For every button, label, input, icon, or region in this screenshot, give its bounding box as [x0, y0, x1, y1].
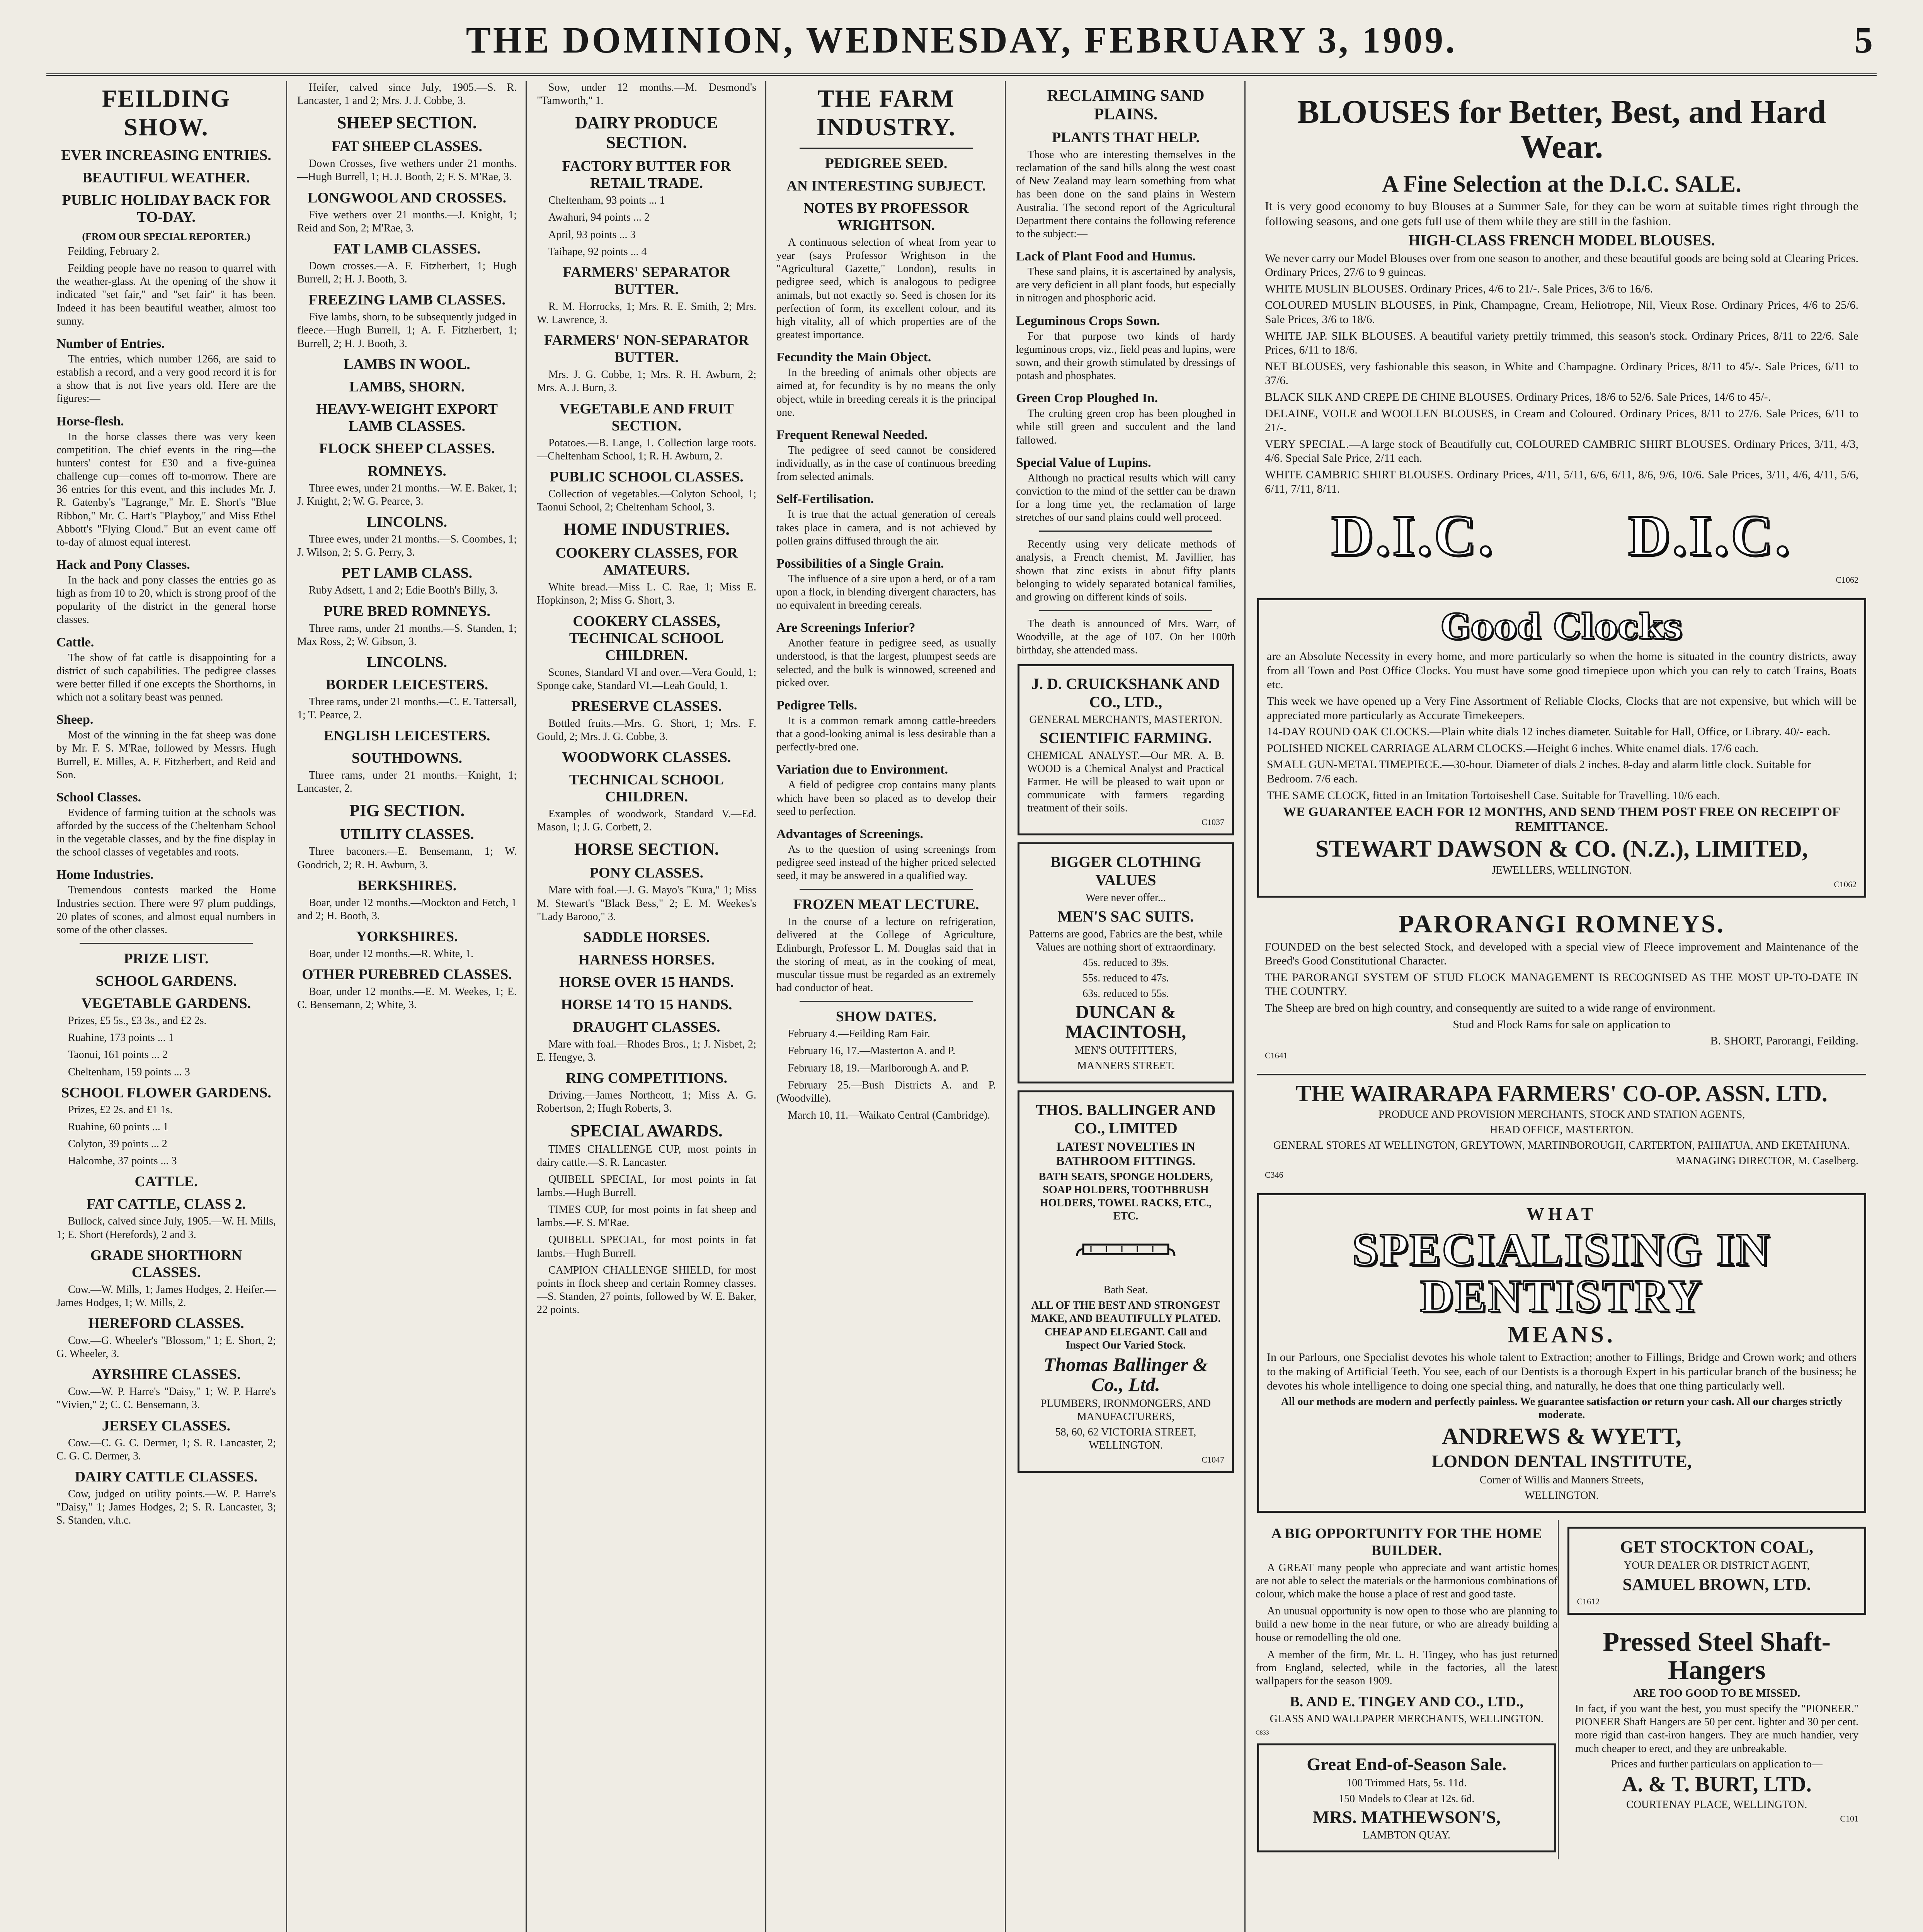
paragraph: As to the question of using screenings from pedigree seed instead of the higher priced selected seed, it may be answered in a qualified way.	[776, 843, 996, 882]
illustration-caption: Bath Seat.	[1103, 1284, 1148, 1296]
paragraph: Another feature in pedigree seed, as usually understood, is that the largest, plumpest seeds are selected, and the bulk is winnowed, screened and picked over.	[776, 637, 996, 689]
result-line: Boar, under 12 months.—Mockton and Fetch, 1 and 2; H. Booth, 3.	[297, 896, 517, 922]
result-line: Boar, under 12 months.—E. M. Weekes, 1; E. C. Bensemann, 2; White, 3.	[297, 986, 517, 1011]
section-heading: HOME INDUSTRIES.	[563, 520, 730, 539]
paragraph: The pedigree of seed cannot be considered individually, as in the case of continuous breeding from selected animals.	[776, 444, 996, 483]
class-heading: PRESERVE CLASSES.	[571, 698, 722, 714]
class-heading: FARMERS' NON-SEPARATOR BUTTER.	[544, 332, 749, 366]
divider	[1039, 610, 1212, 611]
ad-column-right	[1558, 1520, 1868, 1859]
advertisement-area	[1244, 81, 1878, 1932]
byline: NOTES BY PROFESSOR WRIGHTSON.	[803, 200, 969, 233]
section-heading: HORSE SECTION.	[574, 840, 719, 859]
blouse-item: We never carry our Model Blouses over from one season to another, and these beautiful goods are being sold at Clearing Prices. Ordinary Prices, 27/6 to 9 guineas.	[1265, 252, 1858, 279]
subheading: PEDIGREE SEED.	[825, 155, 948, 172]
byline: (FROM OUR SPECIAL REPORTER.)	[82, 231, 250, 242]
ad-address: WELLINGTON.	[1525, 1489, 1599, 1502]
paragraph: Recently using very delicate methods of analysis, a French chemist, M. Javillier, has shown that zinc exists in about fifty plants belonging to widely separated botanical families, and growing on different kinds of soils.	[1016, 538, 1235, 603]
result-line: Collection of vegetables.—Colyton School, 1; Taonui School, 2; Cheltenham School, 3.	[537, 488, 756, 514]
section-heading: Horse-flesh.	[56, 414, 124, 429]
class-heading: LAMBS, SHORN.	[349, 378, 465, 395]
class-heading: RING COMPETITIONS.	[565, 1070, 728, 1087]
class-heading: OTHER PUREBRED CLASSES.	[302, 966, 512, 983]
class-heading: FARMERS' SEPARATOR BUTTER.	[563, 264, 730, 298]
price-line: 45s. reduced to 39s.	[1082, 956, 1169, 969]
column-dairy-home-horse	[526, 81, 766, 1932]
ad-signature: MANAGING DIRECTOR, M. Caselberg.	[1675, 1155, 1858, 1167]
ad-subline: GENERAL MERCHANTS, MASTERTON.	[1029, 713, 1222, 726]
result-line: Bullock, calved since July, 1905.—W. H. Mills, 1; E. Short (Herefords), 2 and 3.	[56, 1215, 276, 1241]
ad-subline: GENERAL STORES AT WELLINGTON, GREYTOWN, MARTINBOROUGH, CARTERTON, PAHIATUA, AND EKETAHUNA.	[1273, 1139, 1850, 1152]
ad-text: The Sheep are bred on high country, and consequently are suited to a wide range of environment.	[1265, 1002, 1716, 1015]
ad-name: SAMUEL BROWN, LTD.	[1622, 1575, 1811, 1594]
paragraph: A continuous selection of wheat from year to year (says Professor Wrightson in the "Agricultural Gazette," London), results in pedigree seed, which is analogous to pedigree animals, but not exactly so. Seed is chosen for its perfection of form, its excellent colour, and its high vitality, all of which properties are of the greatest importance.	[776, 236, 996, 341]
ad-title: GET STOCKTON COAL,	[1620, 1537, 1814, 1556]
column-sand-plains	[1005, 81, 1246, 1932]
ad-cruickshank	[1018, 664, 1234, 836]
ad-subline: PLUMBERS, IRONMONGERS, AND MANUFACTURERS,	[1040, 1397, 1211, 1423]
class-heading: LONGWOOL AND CROSSES.	[307, 189, 507, 206]
section-heading: Variation due to Environment.	[776, 762, 948, 777]
award-line: TIMES CHALLENGE CUP, most points in dairy cattle.—S. R. Lancaster.	[537, 1143, 756, 1168]
ad-subline: Were never offer...	[1086, 892, 1166, 904]
ad-kicker: MEANS.	[1508, 1322, 1616, 1348]
result-line: Down crosses.—A. F. Fitzherbert, 1; Hugh Burrell, 2; H. J. Booth, 3.	[297, 260, 517, 286]
ad-ref: C1062	[1834, 879, 1857, 889]
result-line: Three rams, under 21 months.—C. E. Tattersall, 1; T. Pearce, 2.	[297, 696, 517, 721]
ad-subline: YOUR DEALER OR DISTRICT AGENT,	[1624, 1559, 1810, 1571]
ad-address: 58, 60, 62 VICTORIA STREET, WELLINGTON.	[1055, 1426, 1196, 1452]
section-heading: Sheep.	[56, 713, 94, 727]
result-line: Cow.—G. Wheeler's "Blossom," 1; E. Short, 2; G. Wheeler, 3.	[56, 1334, 276, 1360]
class-heading: LINCOLNS.	[367, 514, 447, 531]
class-heading: DRAUGHT CLASSES.	[573, 1019, 720, 1035]
result-line: Cow.—W. P. Harre's "Daisy," 1; W. P. Harre's "Vivien," 2; C. C. Bensemann, 3.	[56, 1386, 276, 1411]
class-heading: PONY CLASSES.	[589, 865, 704, 881]
masthead-title: THE DOMINION, WEDNESDAY, FEBRUARY 3, 1909.	[466, 19, 1457, 61]
date-line: February 25.—Bush Districts A. and P. (Woodville).	[776, 1079, 996, 1104]
date-line: March 10, 11.—Waikato Central (Cambridge).	[788, 1109, 990, 1122]
ad-name: STEWART DAWSON & CO. (N.Z.), LIMITED,	[1315, 836, 1808, 862]
section-heading: Lack of Plant Food and Humus.	[1016, 249, 1196, 264]
result-line: R. M. Horrocks, 1; Mrs. R. E. Smith, 2; Mrs. W. Lawrence, 3.	[537, 300, 756, 326]
ad-address: LAMBTON QUAY.	[1363, 1829, 1451, 1841]
ad-signature: B. SHORT, Parorangi, Feilding.	[1710, 1034, 1858, 1048]
ad-subline: PRODUCE AND PROVISION MERCHANTS, STOCK AND STATION AGENTS,	[1378, 1108, 1745, 1121]
clock-item: SMALL GUN-METAL TIMEPIECE.—30-hour. Diameter of dials 2 inches. 8-day and alarm little clock. Suitable for Bedroom. 7/6 each.	[1267, 758, 1811, 785]
paragraph: The entries, which number 1266, are said to establish a record, and a very good record it is for a show that is not five years old. Here are the figures:—	[56, 353, 276, 405]
result-line: Taonui, 161 points ... 2	[68, 1049, 168, 1061]
class-heading: DAIRY CATTLE CLASSES.	[75, 1468, 258, 1485]
blouse-item: NET BLOUSES, very fashionable this season, in White and Champagne. Ordinary Prices, 8/11 to 45/-. Sale Prices, 6/11 to 37/6.	[1265, 360, 1858, 387]
ad-text: THE PARORANGI SYSTEM OF STUD FLOCK MANAGEMENT IS RECOGNISED AS THE MOST UP-TO-DATE IN THE COUNTRY.	[1265, 971, 1858, 998]
date-line: February 4.—Feilding Ram Fair.	[788, 1028, 930, 1040]
paragraph: The influence of a sire upon a herd, or of a ram upon a flock, in blending divergent characters, has no equivalent in breeding cereals.	[776, 573, 996, 612]
result-line: Ruahine, 173 points ... 1	[68, 1032, 174, 1044]
ad-stockton-coal	[1567, 1527, 1867, 1615]
ad-ref: C346	[1265, 1170, 1283, 1180]
paragraph: Tremendous contests marked the Home Industries section. There were 97 plum puddings, 20 plates of scones, and almost equal numbers in some of the other classes.	[56, 884, 276, 936]
page-number: 5	[1854, 19, 1873, 61]
feilding-show-heading: FEILDING SHOW.	[102, 85, 231, 141]
blouse-item: BLACK SILK AND CREPE DE CHINE BLOUSES. Ordinary Prices, 18/6 to 52/6. Sale Prices, 14/6 to 45/-.	[1265, 391, 1771, 403]
class-heading: JERSEY CLASSES.	[102, 1417, 231, 1434]
result-line: Cow.—C. G. C. Dermer, 1; S. R. Lancaster, 2; C. G. C. Dermer, 3.	[56, 1437, 276, 1462]
ad-text: FOUNDED on the best selected Stock, and developed with a special view of Fleece improvement and Maintenance of the Breed's Good Constitutional Character.	[1265, 940, 1858, 968]
ad-name: J. D. CRUICKSHANK AND CO., LTD.,	[1031, 675, 1220, 711]
class-heading: HEREFORD CLASSES.	[88, 1315, 244, 1332]
class-heading: FLOCK SHEEP CLASSES.	[319, 440, 495, 457]
paragraph: The death is announced of Mrs. Warr, of Woodville, at the age of 107. On her 100th birthday, she attended mass.	[1016, 618, 1235, 656]
ad-text: are an Absolute Necessity in every home, and more particularly so when the home is situated in the country districts, away from all Town and Post Office Clocks. You must have some good timepiece upon which you can rely to catch Trains, Boats etc.	[1267, 650, 1857, 691]
subheading: EVER INCREASING ENTRIES.	[61, 147, 271, 163]
section-heading: SCHOOL GARDENS.	[95, 973, 237, 990]
ad-duncan-macintosh	[1018, 842, 1234, 1083]
ad-title: BIGGER CLOTHING VALUES	[1050, 853, 1201, 889]
blouse-item: WHITE CAMBRIC SHIRT BLOUSES. Ordinary Prices, 4/11, 5/11, 6/6, 6/11, 8/6, 9/6, 10/6. Sale Prices, 3/11, 4/6, 4/11, 5/6, 6/11, 7/11, 8/11.	[1265, 468, 1858, 495]
paragraph: For that purpose two kinds of hardy leguminous crops, viz., field peas and lupins, were sown, and their growth stimulated by dressings of potash and phosphates.	[1016, 330, 1235, 382]
blouse-item: VERY SPECIAL.—A large stock of Beautifully cut, COLOURED CAMBRIC SHIRT BLOUSES. Ordinary Prices, 3/11, 4/3, 4/6. Special Sale Price, 2/11 each.	[1265, 437, 1858, 465]
ad-guarantee: WE GUARANTEE EACH FOR 12 MONTHS, AND SEND THEM POST FREE ON RECEIPT OF REMITTANCE.	[1283, 805, 1840, 834]
class-heading: GRADE SHORTHORN CLASSES.	[90, 1247, 242, 1281]
section-heading: Hack and Pony Classes.	[56, 557, 190, 572]
section-heading: Leguminous Crops Sown.	[1016, 313, 1160, 328]
class-heading: COOKERY CLASSES, TECHNICAL SCHOOL CHILDREN.	[569, 613, 724, 663]
ad-name: THOS. BALLINGER AND CO., LIMITED	[1036, 1101, 1216, 1137]
ad-items: BATH SEATS, SPONGE HOLDERS, SOAP HOLDERS, TOOTHBRUSH HOLDERS, TOWEL RACKS, ETC., ETC.	[1038, 1170, 1213, 1222]
sale-line: 100 Trimmed Hats, 5s. 11d.	[1346, 1777, 1467, 1789]
price-line: 55s. reduced to 47s.	[1082, 972, 1169, 985]
result-line: Five lambs, shorn, to be subsequently judged in fleece.—Hugh Burrell, 1; A. F. Fitzherbert, 1; Burrell, 2; H. J. Booth, 3.	[297, 311, 517, 350]
class-heading: PURE BRED ROMNEYS.	[323, 603, 490, 619]
column-farm-industry	[765, 81, 1006, 1932]
masthead	[46, 15, 1877, 76]
class-heading: FAT SHEEP CLASSES.	[332, 138, 482, 155]
result-line: Taihape, 92 points ... 4	[548, 245, 647, 258]
paragraph: Although no practical results which will carry conviction to the mind of the settler can be drawn for a long time yet, the reclamation of large stretches of our sand plains could well proceed.	[1016, 472, 1235, 524]
result-line: Three rams, under 21 months.—Knight, 1; Lancaster, 2.	[297, 769, 517, 795]
result-line: Halcombe, 37 points ... 3	[68, 1155, 177, 1167]
show-dates-heading: SHOW DATES.	[836, 1009, 937, 1025]
ad-subline: HEAD OFFICE, MASTERTON.	[1490, 1124, 1634, 1136]
ad-text: In fact, if you want the best, you must specify the "PIONEER." PIONEER Shaft Hangers are 50 per cent. lighter and 30 per cent. more rigid than cast-iron hangers. They are much handier, very much cheaper to erect, and they are unbreakable.	[1575, 1703, 1858, 1755]
ad-address: Corner of Willis and Manners Streets,	[1479, 1474, 1644, 1486]
section-heading: Number of Entries.	[56, 336, 165, 351]
class-heading: FAT LAMB CLASSES.	[333, 240, 481, 257]
result-line: Boar, under 12 months.—R. White, 1.	[309, 948, 474, 960]
class-heading: SOUTHDOWNS.	[351, 750, 463, 767]
ad-parorangi-romneys	[1257, 905, 1866, 1066]
date-line: February 16, 17.—Masterton A. and P.	[788, 1045, 956, 1057]
result-line: Prizes, £2 2s. and £1 1s.	[68, 1104, 173, 1116]
ad-title: Great End-of-Season Sale.	[1307, 1754, 1507, 1774]
ad-text: This week we have opened up a Very Fine Assortment of Reliable Clocks, Clocks that are not expensive, but which will be appreciated more particularly as Accurate Timekeepers.	[1267, 694, 1857, 722]
section-heading: Are Screenings Inferior?	[776, 621, 916, 635]
result-line: Scones, Standard VI and over.—Vera Gould, 1; Sponge cake, Standard VI.—Leah Gould, 1.	[537, 666, 756, 692]
award-line: CAMPION CHALLENGE SHIELD, for most points in flock sheep and certain Romney classes.—S. Standen, 27 points, followed by W. E. Baker, 22 points.	[537, 1264, 756, 1316]
ad-text: In our Parlours, one Specialist devotes his whole talent to Extraction; another to Fillings, Bridge and Crown work; and others to the making of Artificial Teeth. You see, each of our Dentists is a thorough Expert in his particular branch of the business; he devotes his whole intelligence to doing one special thing, and naturally, he does that one thing particularly well.	[1267, 1351, 1857, 1392]
ad-address: COURTENAY PLACE, WELLINGTON.	[1626, 1798, 1807, 1811]
paragraph: A field of pedigree crop contains many plants which have been so placed as to develop their seed to perfection.	[776, 779, 996, 818]
section-heading: Possibilities of a Single Grain.	[776, 556, 944, 571]
class-heading: BORDER LEICESTERS.	[325, 676, 488, 693]
paragraph: These sand plains, it is ascertained by analysis, are very deficient in all plant foods, but especially in nitrogen and phosphoric acid.	[1016, 266, 1235, 304]
clock-item: POLISHED NICKEL CARRIAGE ALARM CLOCKS.—Height 6 inches. White enamel dials. 17/6 each.	[1267, 742, 1759, 755]
class-heading: SADDLE HORSES.	[583, 929, 710, 946]
result-line: Sow, under 12 months.—M. Desmond's "Tamworth," 1.	[537, 82, 756, 107]
subheading: AN INTERESTING SUBJECT.	[786, 178, 986, 194]
ad-name: A. & T. BURT, LTD.	[1622, 1772, 1812, 1796]
ad-heading: HIGH-CLASS FRENCH MODEL BLOUSES.	[1408, 231, 1715, 249]
class-heading: YORKSHIRES.	[356, 929, 458, 945]
ad-subtitle: A Fine Selection at the D.I.C. SALE.	[1382, 171, 1741, 197]
paragraph: The show of fat cattle is disappointing for a district of such capabilities. The pedigree classes were better filled if one excepts the Shorthorns, in which not a solitary beast was penned.	[56, 651, 276, 704]
class-heading: PUBLIC SCHOOL CLASSES.	[550, 468, 744, 485]
class-heading: COOKERY CLASSES, FOR AMATEURS.	[555, 545, 738, 578]
section-heading: SCHOOL FLOWER GARDENS.	[61, 1084, 271, 1101]
clock-item: THE SAME CLOCK, fitted in an Imitation Tortoiseshell Case. Suitable for Travelling. 10/6 each.	[1267, 789, 1720, 802]
section-heading: Home Industries.	[56, 867, 154, 882]
result-line: Colyton, 39 points ... 2	[68, 1138, 167, 1150]
result-line: Heifer, calved since July, 1905.—S. R. Lancaster, 1 and 2; Mrs. J. J. Cobbe, 3.	[297, 82, 517, 107]
class-heading: HARNESS HORSES.	[578, 951, 715, 968]
class-heading: LINCOLNS.	[367, 654, 447, 670]
ad-heading: MEN'S SAC SUITS.	[1057, 907, 1194, 925]
section-heading: Frequent Renewal Needed.	[776, 427, 928, 442]
result-line: Down Crosses, five wethers under 21 months.—Hugh Burrell, 1; H. J. Booth, 2; F. S. M'Rae, 3.	[297, 158, 517, 183]
dic-logo: D.I.C.	[1628, 503, 1792, 568]
result-line: Ruby Adsett, 1 and 2; Edie Booth's Billy, 3.	[309, 584, 498, 597]
paragraph: In the course of a lecture on refrigeration, delivered at the College of Agriculture, Edinburgh, Professor L. M. Douglas said that in the storing of meat, as in the cooking of meat, muscular tissue must be regarded as an extremely bad conductor of heat.	[776, 916, 996, 994]
result-line: Mare with foal.—Rhodes Bros., 1; J. Nisbet, 2; E. Hengye, 3.	[537, 1038, 756, 1064]
bath-seat-illustration	[1076, 1229, 1176, 1276]
ad-text: ALL OF THE BEST AND STRONGEST MAKE, AND BEAUTIFULLY PLATED. CHEAP AND ELEGANT. Call and Inspect Our Varied Stock.	[1031, 1299, 1221, 1351]
paragraph: Evidence of farming tuition at the schools was afforded by the success of the Cheltenham School in the vegetable classes, and by the fine display in the school classes of vegetables and roots.	[56, 806, 276, 859]
ad-name: MRS. MATHEWSON'S,	[1312, 1807, 1501, 1827]
class-heading: FACTORY BUTTER FOR RETAIL TRADE.	[562, 158, 731, 192]
class-heading: BERKSHIRES.	[357, 877, 457, 894]
paragraph: It is true that the actual generation of cereals takes place in camera, and is not achieved by pollen grains diffused through the air.	[776, 509, 996, 547]
section-heading: SPECIAL AWARDS.	[570, 1121, 723, 1140]
paragraph: In the horse classes there was very keen competition. The chief events in the ring—the hunters' contest for £30 and a five-guinea challenge cup—comes off to-morrow. There are 36 entries for this event, and this includes Mr. J. R. Gatenby's "Lagrange," Mr. E. Short's "Blue Ribbon," Mr. C. Hart's "Playboy," and Miss Ethel Abbott's "Flying Cloud." But an event came off to-day of almost equal interest.	[56, 430, 276, 548]
result-line: Cheltenham, 159 points ... 3	[68, 1066, 190, 1078]
ad-wairarapa-farmers	[1257, 1074, 1866, 1187]
ad-ref: C1062	[1836, 575, 1858, 585]
section-heading: Cattle.	[56, 635, 94, 650]
award-line: QUIBELL SPECIAL, for most points in fat lambs.—Hugh Burrell.	[537, 1173, 756, 1199]
class-heading: WOODWORK CLASSES.	[562, 749, 731, 766]
subheading: PLANTS THAT HELP.	[1052, 129, 1200, 146]
dic-logos	[1265, 502, 1858, 569]
paragraph: The crulting green crop has been ploughed in while still green and succulent and the land fallowed.	[1016, 408, 1235, 446]
ad-name: DUNCAN & MACINTOSH,	[1065, 1002, 1186, 1042]
section-heading: VEGETABLE GARDENS.	[81, 995, 251, 1012]
paragraph: Those who are interesting themselves in the reclamation of the sand hills along the west coast of New Zealand may learn something from what has been done on the sand plains in Western Australia. The second report of the Agricultural Department there contains the following reference to the subject:—	[1016, 149, 1235, 240]
date-line: February 18, 19.—Marlborough A. and P.	[788, 1062, 969, 1074]
ad-subline: ARE TOO GOOD TO BE MISSED.	[1633, 1687, 1800, 1699]
frozen-meat-heading: FROZEN MEAT LECTURE.	[793, 896, 979, 913]
paragraph: Feilding people have no reason to quarrel with the weather-glass. At the opening of the show it indicated "set fair," and "set fair" it has been. Indeed it has been beautiful weather, almost too sunny.	[56, 262, 276, 327]
section-heading: Fecundity the Main Object.	[776, 350, 931, 365]
ad-ref: C1641	[1265, 1050, 1288, 1060]
divider	[800, 1001, 973, 1002]
class-heading: TECHNICAL SCHOOL CHILDREN.	[569, 772, 724, 805]
ad-text: A member of the firm, Mr. L. H. Tingey, who has just returned from England, selected, while in the factories, all the latest wallpapers for the season 1909.	[1256, 1648, 1558, 1687]
result-line: Cow, judged on utility points.—W. P. Harre's "Daisy," 1; James Hodges, 2; S. R. Lancaster, 3; S. Standen, v.h.c.	[56, 1488, 276, 1527]
section-heading: CATTLE.	[134, 1173, 198, 1190]
ad-title: Good Clocks	[1441, 606, 1683, 648]
subheading: PUBLIC HOLIDAY BACK FOR TO-DAY.	[62, 192, 271, 225]
section-heading: Special Value of Lupins.	[1016, 455, 1151, 470]
ad-title: SPECIALISING IN DENTISTRY	[1352, 1224, 1771, 1322]
result-line: Driving.—James Northcott, 1; Miss A. G. Robertson, 2; Hugh Roberts, 3.	[537, 1089, 756, 1115]
class-heading: UTILITY CLASSES.	[340, 826, 474, 843]
ad-title: THE WAIRARAPA FARMERS' CO-OP. ASSN. LTD.	[1296, 1080, 1828, 1106]
blouse-item: DELAINE, VOILE and WOOLLEN BLOUSES, in Cream and Coloured. Ordinary Prices, 8/11 to 27/6. Sale Prices, 6/11 to 21/-.	[1265, 407, 1858, 434]
ad-ref: C101	[1840, 1813, 1858, 1823]
ad-ref: C1047	[1201, 1454, 1224, 1464]
section-heading: Pedigree Tells.	[776, 698, 858, 713]
paragraph: Most of the winning in the fat sheep was done by Mr. F. S. M'Rae, followed by Messrs. Hugh Burrell, E. Milles, A. F. Fitzherbert, and Reid and Son.	[56, 729, 276, 781]
ad-tingey	[1256, 1520, 1558, 1859]
ad-andrews-wyett-dentistry	[1257, 1193, 1866, 1512]
ad-kicker: WHAT	[1526, 1204, 1597, 1224]
dic-logo: D.I.C.	[1331, 503, 1495, 568]
result-line: Cow.—W. Mills, 1; James Hodges, 2. Heifer.—James Hodges, 1; W. Mills, 2.	[56, 1283, 276, 1309]
ad-text: CHEMICAL ANALYST.—Our MR. A. B. WOOD is a Chemical Analyst and Practical Farmer. He will be pleased to wait upon or communicate with farmers regarding treatment of their soils.	[1027, 749, 1224, 815]
prize-list-heading: PRIZE LIST.	[124, 951, 209, 967]
class-heading: ENGLISH LEICESTERS.	[323, 728, 490, 744]
section-heading: Self-Fertilisation.	[776, 492, 874, 507]
ad-text: A GREAT many people who appreciate and want artistic homes are not able to select the materials or the harmonious combinations of colour, which make the house a place of rest and good taste.	[1256, 1561, 1558, 1600]
farm-industry-heading: THE FARM INDUSTRY.	[816, 85, 956, 141]
column-feilding-show	[46, 81, 286, 1932]
result-line: Cheltenham, 93 points ... 1	[548, 194, 665, 207]
sale-line: 150 Models to Clear at 12s. 6d.	[1338, 1793, 1475, 1805]
result-line: Examples of woodwork, Standard V.—Ed. Mason, 1; J. G. Corbett, 2.	[537, 808, 756, 833]
ad-text: Patterns are good, Fabrics are the best, while Values are nothing short of extraordinary.	[1029, 928, 1223, 953]
paragraph: In the hack and pony classes the entries go as high as from 10 to 20, which is strong proof of the popularity of the district in the general horse classes.	[56, 574, 276, 626]
ad-title: A BIG OPPORTUNITY FOR THE HOME BUILDER.	[1271, 1525, 1542, 1559]
ad-name: ANDREWS & WYETT,	[1442, 1423, 1681, 1449]
result-line: Bottled fruits.—Mrs. G. Short, 1; Mrs. F. Gould, 2; Mrs. J. G. Cobbe, 3.	[537, 717, 756, 743]
divider	[800, 148, 973, 149]
ad-text: Stud and Flock Rams for sale on application to	[1453, 1018, 1671, 1031]
ad-ref: C1037	[1201, 817, 1224, 827]
result-line: Three rams, under 21 months.—S. Standen, 1; Max Ross, 2; W. Gibson, 3.	[297, 622, 517, 648]
sand-plains-heading: RECLAIMING SAND PLAINS.	[1047, 87, 1205, 123]
divider	[800, 889, 973, 890]
class-heading: ROMNEYS.	[368, 463, 446, 479]
ad-ref: C833	[1256, 1730, 1269, 1736]
ad-address: MANNERS STREET.	[1077, 1060, 1174, 1072]
class-heading: HORSE OVER 15 HANDS.	[559, 974, 734, 990]
ad-burt-shaft-hangers	[1567, 1622, 1867, 1830]
result-line: April, 93 points ... 3	[548, 228, 636, 241]
section-heading: DAIRY PRODUCE SECTION.	[575, 113, 718, 152]
ad-title: Pressed Steel Shaft-Hangers	[1603, 1627, 1831, 1685]
section-heading: School Classes.	[56, 790, 141, 804]
result-line: Awahuri, 94 points ... 2	[548, 211, 650, 224]
section-heading: Green Crop Ploughed In.	[1016, 391, 1158, 406]
class-heading: FREEZING LAMB CLASSES.	[308, 292, 505, 308]
subheading: BEAUTIFUL WEATHER.	[82, 170, 250, 186]
divider	[1039, 531, 1212, 532]
ad-subline: MEN'S OUTFITTERS,	[1074, 1044, 1177, 1057]
column-sheep-section	[286, 81, 527, 1932]
class-heading: LAMBS IN WOOL.	[344, 356, 470, 372]
dateline: Feilding, February 2.	[68, 245, 160, 257]
ad-mathewson	[1257, 1743, 1556, 1852]
clock-item: 14-DAY ROUND OAK CLOCKS.—Plain white dials 12 inches diameter. Suitable for Hall, Office, or Library. 40/- each.	[1267, 725, 1831, 738]
class-heading: HORSE 14 TO 15 HANDS.	[561, 996, 732, 1013]
class-heading: AYRSHIRE CLASSES.	[92, 1366, 241, 1383]
ad-signature: Thomas Ballinger & Co., Ltd.	[1043, 1353, 1208, 1396]
blouse-item: WHITE MUSLIN BLOUSES. Ordinary Prices, 4/6 to 21/-. Sale Prices, 3/6 to 16/6.	[1265, 282, 1653, 295]
award-line: QUIBELL SPECIAL, for most points in fat lambs.—Hugh Burrell.	[537, 1234, 756, 1259]
ad-subline: LONDON DENTAL INSTITUTE,	[1431, 1451, 1692, 1471]
blouse-item: WHITE JAP. SILK BLOUSES. A beautiful variety prettily trimmed, this season's stock. Ordinary Prices, 8/11 to 22/6. Sale Prices, 6/11 to 18/6.	[1265, 329, 1858, 357]
ad-title: BLOUSES for Better, Best, and Hard Wear.	[1297, 93, 1826, 165]
section-heading: PIG SECTION.	[349, 801, 465, 820]
ad-heading: SCIENTIFIC FARMING.	[1040, 729, 1212, 747]
paragraph: It is a common remark among cattle-breeders that a good-looking animal is less desirable than a perfectly-bred one.	[776, 714, 996, 753]
result-line: Five wethers over 21 months.—J. Knight, 1; Reid and Son, 2; M'Rae, 3.	[297, 209, 517, 234]
ad-text: An unusual opportunity is now open to those who are planning to build a new home in the near future, or who are already building a house or remodelling the old one.	[1256, 1605, 1558, 1644]
ad-name: B. AND E. TINGEY AND CO., LTD.,	[1290, 1694, 1524, 1710]
ad-ballinger	[1018, 1090, 1234, 1473]
section-heading: Advantages of Screenings.	[776, 827, 923, 841]
class-heading: PET LAMB CLASS.	[341, 565, 473, 582]
award-line: TIMES CUP, for most points in fat sheep and lambs.—F. S. M'Rae.	[537, 1204, 756, 1229]
class-heading: FAT CATTLE, CLASS 2.	[86, 1196, 246, 1213]
ad-title: PARORANGI ROMNEYS.	[1398, 910, 1725, 939]
result-line: Mare with foal.—J. G. Mayo's "Kura," 1; Miss M. Stewart's "Black Bess," 2; E. M. Weekes's "Lady Barooo," 3.	[537, 884, 756, 923]
blouse-item: COLOURED MUSLIN BLOUSES, in Pink, Champagne, Cream, Heliotrope, Nil, Vieux Rose. Ordinary Prices, 4/6 to 25/6. Sale Prices, 3/6 to 18/6.	[1265, 299, 1858, 326]
ad-subline: JEWELLERS, WELLINGTON.	[1491, 864, 1632, 877]
result-line: White bread.—Miss L. C. Rae, 1; Miss E. Hopkinson, 2; Miss G. Short, 3.	[537, 581, 756, 607]
result-line: Three ewes, under 21 months.—W. E. Baker, 1; J. Knight, 2; W. G. Pearce, 3.	[297, 482, 517, 507]
paragraph: In the breeding of animals other objects are aimed at, for fecundity is by no means the only object, while in breeding cereals it is the principal one.	[776, 367, 996, 418]
result-line: Mrs. J. G. Cobbe, 1; Mrs. R. H. Awburn, 2; Mrs. A. J. Burn, 3.	[537, 369, 756, 394]
result-line: Three baconers.—E. Bensemann, 1; W. Goodrich, 2; R. H. Awburn, 3.	[297, 845, 517, 871]
section-heading: SHEEP SECTION.	[337, 113, 477, 133]
divider	[80, 943, 253, 944]
ad-ref: C1612	[1577, 1596, 1600, 1606]
ad-subline: GLASS AND WALLPAPER MERCHANTS, WELLINGTON.	[1270, 1713, 1544, 1725]
bottom-ads	[1256, 1520, 1868, 1859]
result-line: Ruahine, 60 points ... 1	[68, 1121, 168, 1133]
result-line: Three ewes, under 21 months.—S. Coombes, 1; J. Wilson, 2; S. G. Perry, 3.	[297, 533, 517, 559]
result-line: Prizes, £5 5s., £3 3s., and £2 2s.	[68, 1015, 207, 1027]
ad-text: It is very good economy to buy Blouses at a Summer Sale, for they can be worn at suitable times right through the following seasons, and one gets full use of them while they are still in the fashion.	[1265, 199, 1858, 228]
price-line: 63s. reduced to 55s.	[1082, 988, 1169, 1000]
ad-stewart-dawson-clocks	[1257, 598, 1866, 898]
class-heading: VEGETABLE AND FRUIT SECTION.	[559, 400, 734, 434]
ad-dic-blouses	[1257, 88, 1866, 591]
result-line: Potatoes.—B. Lange, 1. Collection large roots.—Cheltenham School, 1; R. H. Awburn, 2.	[537, 437, 756, 462]
class-heading: HEAVY-WEIGHT EXPORT LAMB CLASSES.	[316, 401, 498, 434]
ad-text: All our methods are modern and perfectly painless. We guarantee satisfaction or return your cash. All our charges strictly moderate.	[1281, 1396, 1843, 1421]
ad-heading: LATEST NOVELTIES IN BATHROOM FITTINGS.	[1056, 1139, 1196, 1168]
ad-text: Prices and further particulars on application to—	[1611, 1758, 1823, 1770]
